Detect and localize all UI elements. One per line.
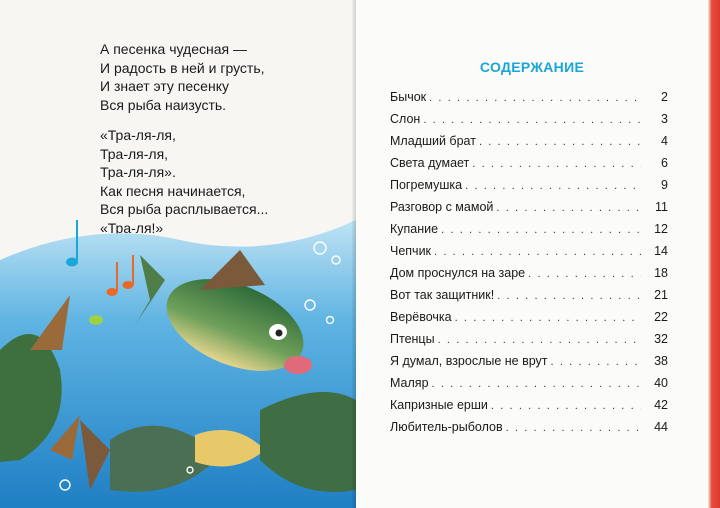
toc-entry-title: Птенцы	[390, 332, 435, 346]
toc-entry[interactable]	[390, 354, 668, 376]
poem-line: «Тра-ля-ля,	[100, 127, 176, 143]
toc-entry-page: 22	[654, 310, 668, 324]
toc-leader-dots	[441, 224, 641, 236]
toc-entry-page: 12	[654, 222, 668, 236]
toc-entry[interactable]	[390, 332, 668, 354]
toc-entry-page: 2	[661, 90, 668, 104]
fish-lips	[284, 356, 312, 374]
toc-entry[interactable]	[390, 266, 668, 288]
toc-entry-page: 38	[654, 354, 668, 368]
toc-entry-page: 42	[654, 398, 668, 412]
toc-leader-dots	[491, 400, 641, 412]
toc-entry-page: 11	[655, 200, 668, 214]
poem-line: Вся рыба расплывается...	[100, 201, 269, 217]
toc-entry[interactable]	[390, 134, 668, 156]
toc-entry-page: 6	[661, 156, 668, 170]
toc-entry[interactable]	[390, 310, 668, 332]
toc-leader-dots	[465, 180, 641, 192]
toc-entry-title: Вот так защитник!	[390, 288, 495, 302]
poem-line: А песенка чудесная —	[100, 41, 247, 57]
toc-entry[interactable]	[390, 200, 668, 222]
toc-entry-title: Чепчик	[390, 244, 432, 258]
toc-heading: СОДЕРЖАНИЕ	[479, 59, 585, 75]
toc-entry[interactable]	[390, 90, 668, 112]
toc-leader-dots	[472, 158, 641, 170]
toc-leader-dots	[506, 422, 641, 434]
fish-pupil	[276, 330, 283, 337]
toc-entry[interactable]	[390, 376, 668, 398]
toc-leader-dots	[438, 334, 641, 346]
toc-leader-dots	[496, 202, 641, 214]
toc-entry-page: 40	[654, 376, 668, 390]
toc-entry-title: Капризные ерши	[390, 398, 488, 412]
toc-entry-title: Разговор с мамой	[390, 200, 494, 214]
toc-entry[interactable]	[390, 178, 668, 200]
toc-leader-dots	[479, 136, 641, 148]
toc-entry-title: Верёвочка	[390, 310, 452, 324]
poem-stanza	[100, 40, 268, 114]
toc-leader-dots	[434, 246, 641, 258]
toc-leader-dots	[528, 268, 641, 280]
toc-leader-dots	[432, 378, 641, 390]
poem-line: Тра-ля-ля».	[100, 164, 176, 180]
toc-entry-title: Дом проснулся на заре	[390, 266, 526, 280]
poem-line: Тра-ля-ля,	[100, 145, 169, 162]
poem-line: Как песня начинается,	[100, 182, 246, 199]
toc-entry[interactable]	[390, 156, 668, 178]
toc-entry-title: Света думает	[390, 156, 470, 170]
toc-entry-title: Маляр	[390, 376, 429, 390]
toc-entry-page: 18	[654, 266, 668, 280]
toc-leader-dots	[497, 290, 641, 302]
toc-leader-dots	[551, 356, 641, 368]
table-of-contents	[390, 90, 668, 442]
toc-entry-page: 14	[654, 244, 668, 258]
right-page	[356, 0, 708, 508]
toc-entry[interactable]	[390, 112, 668, 134]
toc-entry-page: 3	[661, 112, 668, 126]
toc-entry-title: Бычок	[390, 90, 427, 104]
toc-entry-title: Слон	[390, 112, 421, 126]
toc-entry[interactable]	[390, 288, 668, 310]
toc-entry-title: Я думал, взрослые не врут	[390, 354, 548, 368]
toc-entry[interactable]	[390, 222, 668, 244]
toc-entry-page: 4	[661, 134, 668, 148]
toc-entry[interactable]	[390, 244, 668, 266]
toc-entry[interactable]	[390, 420, 668, 442]
toc-entry-title: Младший брат	[390, 134, 476, 148]
toc-leader-dots	[429, 92, 641, 104]
poem-line: Вся рыба наизусть.	[100, 96, 227, 113]
toc-entry-title: Любитель-рыболов	[390, 420, 503, 434]
left-page	[0, 0, 356, 508]
toc-entry-title: Погремушка	[390, 178, 463, 192]
toc-entry-page: 32	[654, 332, 668, 346]
toc-entry[interactable]	[390, 398, 668, 420]
poem-line: И радость в ней и грусть,	[100, 59, 265, 76]
toc-entry-page: 9	[661, 178, 668, 192]
toc-entry-page: 21	[654, 288, 668, 302]
toc-entry-page: 44	[654, 420, 668, 434]
page-edge-red	[708, 0, 720, 508]
toc-entry-title: Купание	[390, 222, 439, 236]
poem-line: И знает эту песенку	[100, 78, 229, 94]
toc-leader-dots	[455, 312, 641, 324]
poem-line: «Тра-ля!»	[100, 219, 164, 236]
fish-illustration	[0, 200, 356, 508]
toc-leader-dots	[423, 114, 641, 126]
